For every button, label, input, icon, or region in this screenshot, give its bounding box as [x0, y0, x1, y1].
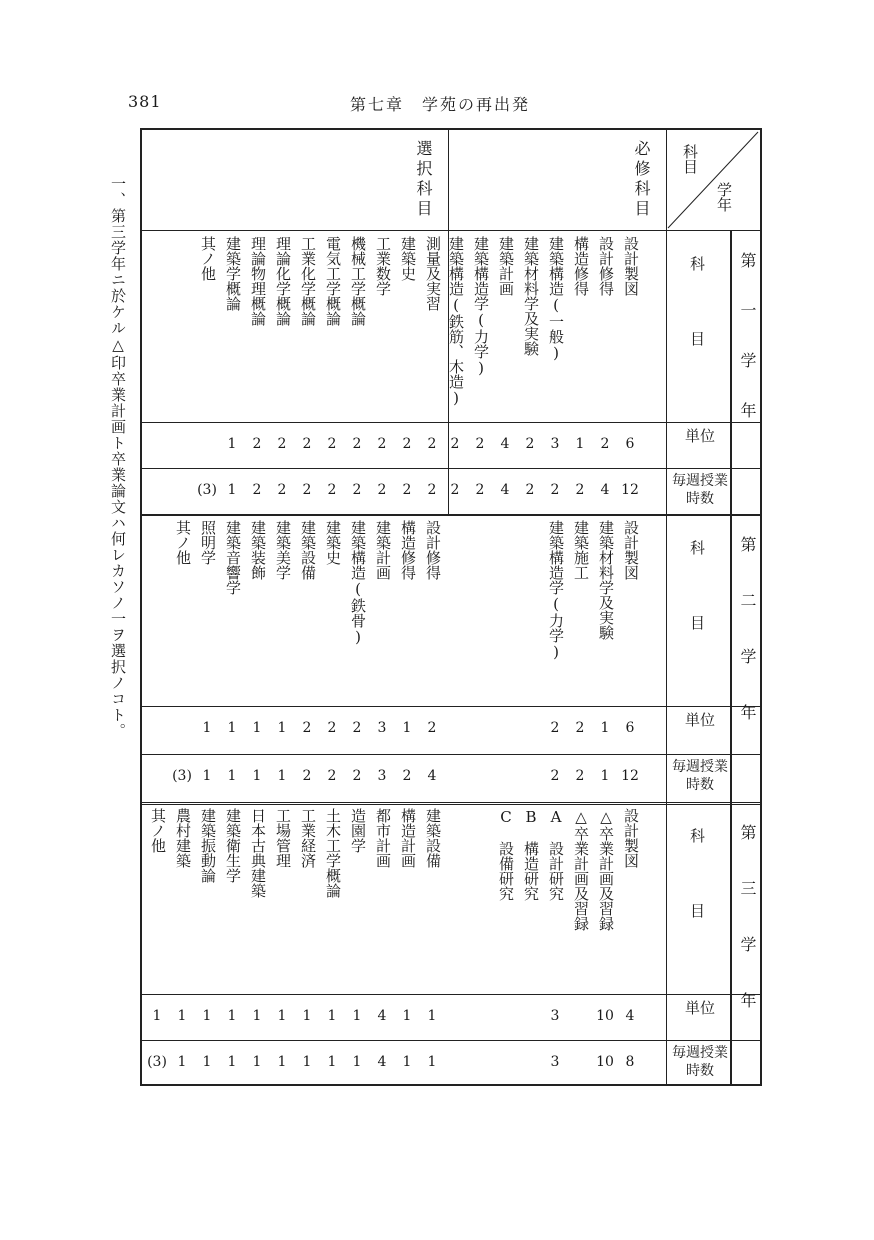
subject-name: 工業経済	[299, 808, 317, 868]
hours-value: 8	[625, 1054, 635, 1070]
subject-name: 建築装飾	[249, 520, 267, 580]
units-value: 1	[600, 720, 610, 736]
units-value: 2	[302, 720, 312, 736]
units-value: 1	[427, 1008, 437, 1024]
units-value: 2	[427, 436, 437, 452]
subject-name: 建築衛生学	[224, 808, 242, 883]
subject-name: 建築施工	[572, 520, 590, 580]
hours-value: 12	[621, 768, 639, 784]
units-value: 4	[377, 1008, 387, 1024]
subject-name: 設計修得	[424, 520, 442, 580]
subject-name: 建築材料学及実験	[522, 236, 540, 356]
units-value: 3	[550, 436, 560, 452]
units-value: 4	[625, 1008, 635, 1024]
subject-name: 構造計画	[399, 808, 417, 868]
hours-value: 2	[475, 482, 485, 498]
subject-name: 建築設備	[299, 520, 317, 580]
row-label-hours: 毎週授業時数	[672, 1045, 728, 1079]
subject-name: 設計製図	[622, 808, 640, 868]
corner-top-label: 科目	[681, 144, 699, 174]
hours-value: 1	[227, 768, 237, 784]
hours-value: 1	[277, 768, 287, 784]
units-value: 1	[252, 720, 262, 736]
hours-value: 2	[402, 482, 412, 498]
units-value: 1	[177, 1008, 187, 1024]
units-value: 6	[625, 436, 635, 452]
hours-value: 2	[252, 482, 262, 498]
units-value: 1	[202, 1008, 212, 1024]
subject-name: 設計製図	[622, 236, 640, 296]
units-value: 2	[377, 436, 387, 452]
elective-label: 選択科目	[414, 140, 433, 220]
units-value: 1	[252, 1008, 262, 1024]
subject-name: 設計製図	[622, 520, 640, 580]
units-value: 2	[575, 720, 585, 736]
hours-value: 12	[621, 482, 639, 498]
hours-value: 4	[427, 768, 437, 784]
units-value: 1	[402, 720, 412, 736]
row-label-units: 単位	[684, 999, 715, 1017]
subject-name: 造園学	[349, 808, 367, 853]
row-label-subjects: 科 目	[688, 828, 706, 928]
subject-name: 其ノ他	[149, 808, 167, 853]
units-value: 3	[550, 1008, 560, 1024]
hours-value: (3)	[147, 1054, 167, 1070]
units-value: 10	[596, 1008, 614, 1024]
curriculum-table	[140, 128, 762, 1086]
hours-value: 4	[377, 1054, 387, 1070]
hours-value: 2	[450, 482, 460, 498]
units-value: 2	[277, 436, 287, 452]
hours-value: 2	[352, 482, 362, 498]
subject-name: 理論物理概論	[249, 236, 267, 326]
hours-value: 1	[352, 1054, 362, 1070]
hours-value: 1	[302, 1054, 312, 1070]
subject-name: 電気工学概論	[324, 236, 342, 326]
rule-y3-units	[142, 994, 760, 995]
units-value: 2	[600, 436, 610, 452]
subject-name: 都市計画	[374, 808, 392, 868]
subject-name: 建築史	[324, 520, 342, 565]
units-value: 2	[475, 436, 485, 452]
units-value: 2	[402, 436, 412, 452]
hours-value: 1	[227, 482, 237, 498]
subject-name: 建築構造学(力学)	[472, 236, 490, 377]
units-value: 1	[277, 720, 287, 736]
units-value: 1	[227, 720, 237, 736]
row-label-hours: 毎週授業時数	[672, 759, 728, 793]
hours-value: 2	[377, 482, 387, 498]
subject-name: 建築設備	[424, 808, 442, 868]
hours-value: 2	[575, 768, 585, 784]
subject-name: 建築構造(鉄筋、木造)	[447, 236, 465, 407]
units-value: 2	[525, 436, 535, 452]
hours-value: 10	[596, 1054, 614, 1070]
rule-year-col	[730, 230, 732, 1084]
hours-value: 1	[202, 768, 212, 784]
units-value: 6	[625, 720, 635, 736]
subject-name: 土木工学概論	[324, 808, 342, 898]
units-value: 2	[352, 436, 362, 452]
hours-value: 2	[427, 482, 437, 498]
units-value: 2	[252, 436, 262, 452]
rule-y1-end	[142, 514, 760, 516]
subject-name: △卒業計画及習録	[597, 808, 615, 931]
hours-value: (3)	[197, 482, 217, 498]
units-value: 1	[575, 436, 585, 452]
hours-value: 1	[277, 1054, 287, 1070]
hours-value: 1	[252, 1054, 262, 1070]
units-value: 4	[500, 436, 510, 452]
subject-name: 日本古典建築	[249, 808, 267, 898]
rule-label-col	[666, 130, 667, 1084]
subject-name: 建築構造学(力学)	[547, 520, 565, 661]
units-value: 1	[352, 1008, 362, 1024]
subject-name: 建築音響学	[224, 520, 242, 595]
subject-name: 工業数学	[374, 236, 392, 296]
required-label: 必修科目	[632, 140, 651, 220]
hours-value: 2	[352, 768, 362, 784]
subject-name: B 構造研究	[522, 808, 540, 901]
hours-value: 3	[550, 1054, 560, 1070]
row-label-units: 単位	[684, 427, 715, 445]
subject-name: 構造修得	[399, 520, 417, 580]
rule-y1-units	[142, 422, 760, 423]
hours-value: 1	[227, 1054, 237, 1070]
units-value: 2	[550, 720, 560, 736]
subject-name: 工場管理	[274, 808, 292, 868]
hours-value: 1	[202, 1054, 212, 1070]
margin-note: 一、第三学年ニ於ケル△印卒業計画ト卒業論文ハ何レカソノ一ヲ選択ノコト。	[109, 176, 127, 739]
subject-name: 機械工学概論	[349, 236, 367, 326]
units-value: 2	[450, 436, 460, 452]
subject-name: 建築構造(鉄骨)	[349, 520, 367, 646]
subject-name: C 設備研究	[497, 808, 515, 901]
subject-name: A 設計研究	[547, 808, 565, 901]
year-label: 第二学年	[738, 536, 757, 760]
units-value: 2	[352, 720, 362, 736]
units-value: 1	[227, 1008, 237, 1024]
hours-value: 4	[500, 482, 510, 498]
hours-value: 3	[377, 768, 387, 784]
hours-value: 2	[550, 768, 560, 784]
year-label: 第三学年	[738, 824, 757, 1048]
subject-name: △卒業計画及習録	[572, 808, 590, 931]
rule-y1-hours	[142, 468, 760, 469]
subject-name: 建築材料学及実験	[597, 520, 615, 640]
hours-value: 1	[600, 768, 610, 784]
units-value: 3	[377, 720, 387, 736]
units-value: 2	[327, 436, 337, 452]
rule-y3-hours	[142, 1040, 760, 1041]
subject-name: 理論化学概論	[274, 236, 292, 326]
hours-value: 1	[427, 1054, 437, 1070]
hours-value: 2	[575, 482, 585, 498]
subject-name: 其ノ他	[174, 520, 192, 565]
row-label-subjects: 科 目	[688, 540, 706, 640]
units-value: 1	[227, 436, 237, 452]
hours-value: 2	[402, 768, 412, 784]
subject-name: 建築振動論	[199, 808, 217, 883]
hours-value: 1	[327, 1054, 337, 1070]
units-value: 1	[202, 720, 212, 736]
subject-name: 建築計画	[374, 520, 392, 580]
hours-value: 2	[327, 768, 337, 784]
subject-name: 其ノ他	[199, 236, 217, 281]
subject-name: 建築美学	[274, 520, 292, 580]
hours-value: 2	[302, 482, 312, 498]
units-value: 1	[302, 1008, 312, 1024]
units-value: 1	[277, 1008, 287, 1024]
row-label-subjects: 科 目	[688, 256, 706, 356]
rule-y2-units	[142, 706, 760, 707]
units-value: 1	[152, 1008, 162, 1024]
units-value: 1	[402, 1008, 412, 1024]
subject-name: 農村建築	[174, 808, 192, 868]
rule-y2-end	[142, 802, 760, 805]
units-value: 1	[327, 1008, 337, 1024]
subject-name: 建築学概論	[224, 236, 242, 311]
rule-header	[142, 230, 760, 231]
subject-name: 照明学	[199, 520, 217, 565]
row-label-units: 単位	[684, 711, 715, 729]
units-value: 2	[302, 436, 312, 452]
hours-value: (3)	[172, 768, 192, 784]
units-value: 2	[327, 720, 337, 736]
subject-name: 建築構造(一般)	[547, 236, 565, 362]
corner-bottom-label: 学年	[715, 182, 733, 212]
row-label-hours: 毎週授業時数	[672, 473, 728, 507]
hours-value: 1	[252, 768, 262, 784]
hours-value: 2	[525, 482, 535, 498]
hours-value: 1	[177, 1054, 187, 1070]
subject-name: 工業化学概論	[299, 236, 317, 326]
units-value: 2	[427, 720, 437, 736]
hours-value: 4	[600, 482, 610, 498]
subject-name: 建築計画	[497, 236, 515, 296]
rule-y2-hours	[142, 754, 760, 755]
hours-value: 2	[327, 482, 337, 498]
hours-value: 1	[402, 1054, 412, 1070]
hours-value: 2	[277, 482, 287, 498]
hours-value: 2	[550, 482, 560, 498]
subject-name: 構造修得	[572, 236, 590, 296]
subject-name: 設計修得	[597, 236, 615, 296]
subject-name: 建築史	[399, 236, 417, 281]
page-number: 381	[128, 92, 162, 111]
year-label: 第一学年	[738, 252, 757, 452]
page-header: 第七章 学苑の再出発	[350, 95, 531, 114]
hours-value: 2	[302, 768, 312, 784]
subject-name: 測量及実習	[424, 236, 442, 311]
